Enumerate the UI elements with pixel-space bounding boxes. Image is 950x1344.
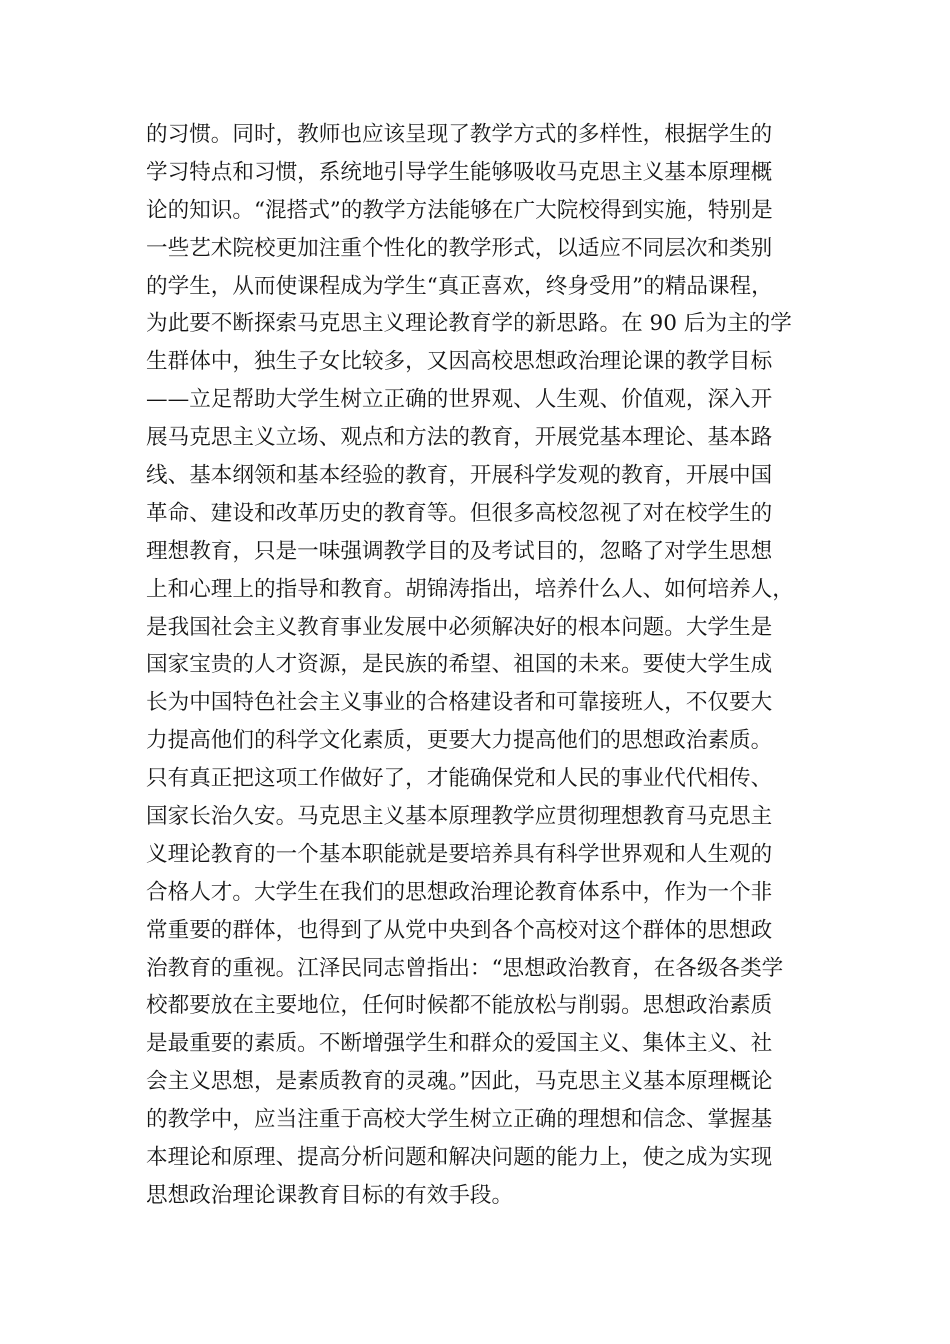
text-line: 论的知识。“混搭式”的教学方法能够在广大院校得到实施，特别是 [146, 197, 773, 223]
text-line: 一些艺术院校更加注重个性化的教学形式，以适应不同层次和类别 [146, 235, 773, 261]
text-line: 义理论教育的一个基本职能就是要培养具有科学世界观和人生观的 [146, 841, 773, 867]
text-line: 为此要不断探索马克思主义理论教育学的新思路。在 90 后为主的学 [146, 311, 792, 337]
text-line: 上和心理上的指导和教育。胡锦涛指出，培养什么人、如何培养人， [146, 576, 794, 602]
text-line: 会主义思想，是素质教育的灵魂。”因此，马克思主义基本原理概论 [146, 1069, 773, 1095]
body-paragraph [146, 116, 816, 1215]
text-line: 国家长治久安。马克思主义基本原理教学应贯彻理想教育马克思主 [146, 804, 773, 830]
text-line: 校都要放在主要地位，任何时候都不能放松与削弱。思想政治素质 [146, 993, 773, 1019]
text-line: 是我国社会主义教育事业发展中必须解决好的根本问题。大学生是 [146, 614, 773, 640]
text-line: 本理论和原理、提高分析问题和解决问题的能力上，使之成为实现 [146, 1145, 773, 1171]
text-line: ——立足帮助大学生树立正确的世界观、人生观、价值观，深入开 [146, 387, 773, 413]
text-line: 的学生，从而使课程成为学生“真正喜欢，终身受用”的精品课程， [146, 273, 773, 299]
text-line: 长为中国特色社会主义事业的合格建设者和可靠接班人，不仅要大 [146, 690, 773, 716]
text-line: 只有真正把这项工作做好了，才能确保党和人民的事业代代相传、 [146, 766, 773, 792]
text-line: 的习惯。同时，教师也应该呈现了教学方式的多样性，根据学生的 [146, 122, 773, 147]
text-line: 生群体中，独生子女比较多，又因高校思想政治理论课的教学目标 [146, 349, 773, 375]
text-line: 学习特点和习惯，系统地引导学生能够吸收马克思主义基本原理概 [146, 159, 773, 185]
text-line: 治教育的重视。江泽民同志曾指出：“思想政治教育，在各级各类学 [146, 955, 784, 981]
text-line: 理想教育，只是一味强调教学目的及考试目的，忽略了对学生思想 [146, 538, 773, 564]
text-line: 是最重要的素质。不断增强学生和群众的爱国主义、集体主义、社 [146, 1031, 773, 1057]
text-line: 思想政治理论课教育目标的有效手段。 [146, 1182, 514, 1208]
text-line: 展马克思主义立场、观点和方法的教育，开展党基本理论、基本路 [146, 425, 773, 451]
text-line: 常重要的群体，也得到了从党中央到各个高校对这个群体的思想政 [146, 917, 773, 943]
text-line: 国家宝贵的人才资源，是民族的希望、祖国的未来。要使大学生成 [146, 652, 773, 678]
text-line: 线、基本纲领和基本经验的教育，开展科学发观的教育，开展中国 [146, 463, 773, 489]
text-line: 的教学中，应当注重于高校大学生树立正确的理想和信念、掌握基 [146, 1107, 773, 1133]
text-line: 合格人才。大学生在我们的思想政治理论教育体系中，作为一个非 [146, 879, 773, 905]
text-line: 力提高他们的科学文化素质，更要大力提高他们的思想政治素质。 [146, 728, 773, 754]
text-line: 革命、建设和改革历史的教育等。但很多高校忽视了对在校学生的 [146, 500, 773, 526]
